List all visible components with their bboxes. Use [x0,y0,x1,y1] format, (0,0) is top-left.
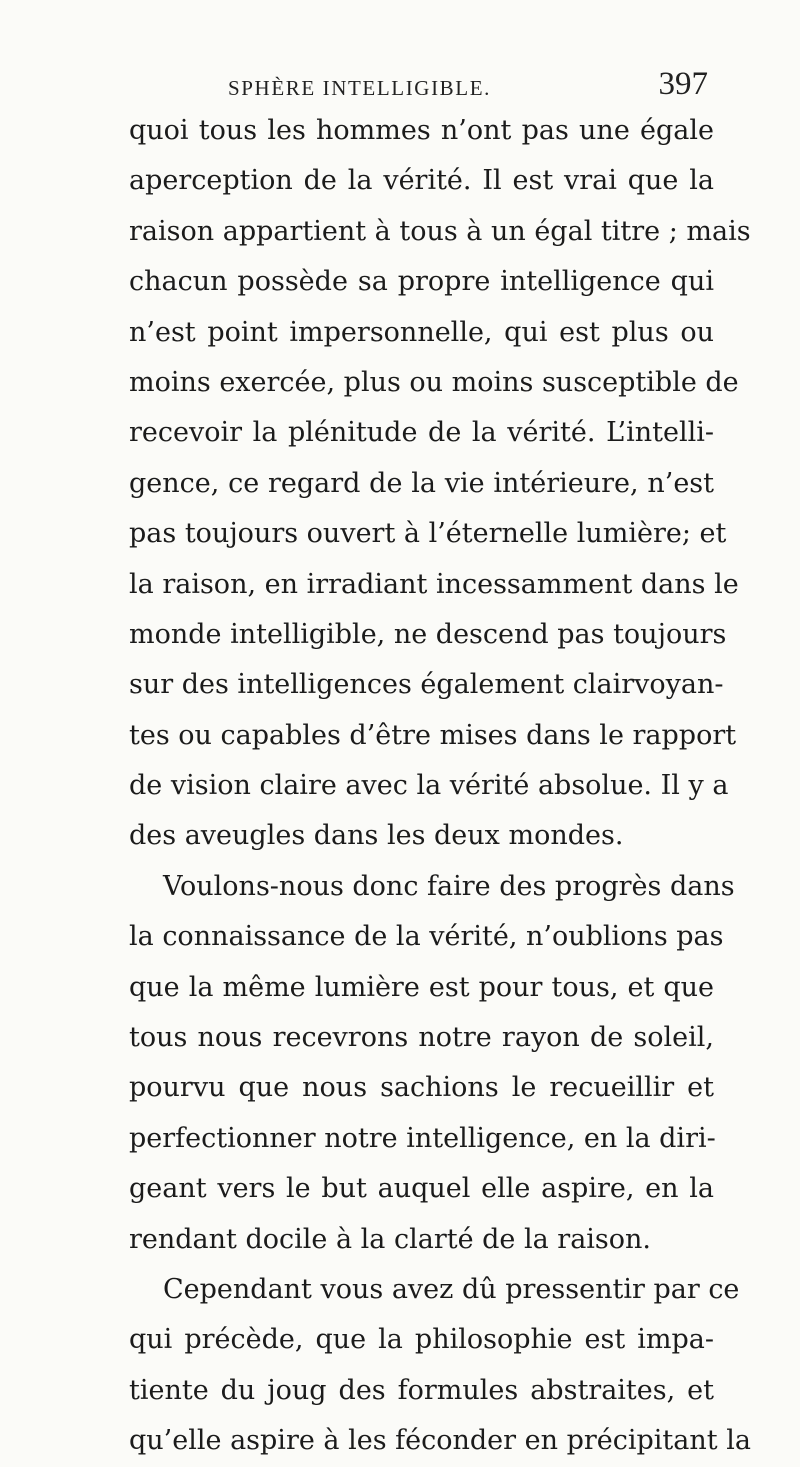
text-line: la connaissance de la vérité, n’oublions pas [129,921,724,953]
running-title: SPHÈRE INTELLIGIBLE. [228,76,491,100]
text-line: des aveugles dans les deux mondes. [129,820,624,852]
page-header [228,66,708,110]
text-line: quoi tous les hommes n’ont pas une égale [129,115,714,146]
text-line: raison appartient à tous à un égal titre ; mais [129,215,751,247]
text-line: aperception de la vérité. Il est vrai que la [129,165,714,197]
text-line: sur des intelligences également clairvoyan- [129,669,724,701]
text-line: monde intelligible, ne descend pas toujours [129,618,727,650]
text-line: pas toujours ouvert à l’éternelle lumière; et [129,518,727,550]
text-line: tiente du joug des formules abstraites, et [129,1374,714,1406]
text-line: qu’elle aspire à les féconder en précipitant la [129,1425,751,1457]
text-line: n’est point impersonnelle, qui est plus ou [129,316,714,348]
text-line: tes ou capables d’être mises dans le rapport [129,719,737,751]
page-number: 397 [658,66,708,102]
text-line: geant vers le but auquel elle aspire, en la [129,1173,714,1205]
body-text [129,106,751,1467]
text-line: perfectionner notre intelligence, en la diri- [129,1122,716,1154]
text-line: gence, ce regard de la vie intérieure, n’est [129,467,714,499]
text-line: tous nous recevrons notre rayon de soleil, [129,1022,714,1054]
text-line: moins exercée, plus ou moins susceptible de [129,366,739,398]
text-line: Cependant vous avez dû pressentir par ce [163,1273,740,1305]
text-line: chacun possède sa propre intelligence qui [129,266,714,298]
text-line: que la même lumière est pour tous, et que [129,971,714,1003]
text-line: qui précède, que la philosophie est impa- [129,1324,714,1356]
text-line: pourvu que nous sachions le recueillir et [129,1072,714,1104]
text-line: recevoir la plénitude de la vérité. L’intelli- [129,417,714,449]
text-line: la raison, en irradiant incessamment dans le [129,568,739,600]
text-line: rendant docile à la clarté de la raison. [129,1223,652,1255]
text-line: de vision claire avec la vérité absolue. Il y a [129,770,729,802]
text-line: Voulons-nous donc faire des progrès dans [163,870,735,902]
